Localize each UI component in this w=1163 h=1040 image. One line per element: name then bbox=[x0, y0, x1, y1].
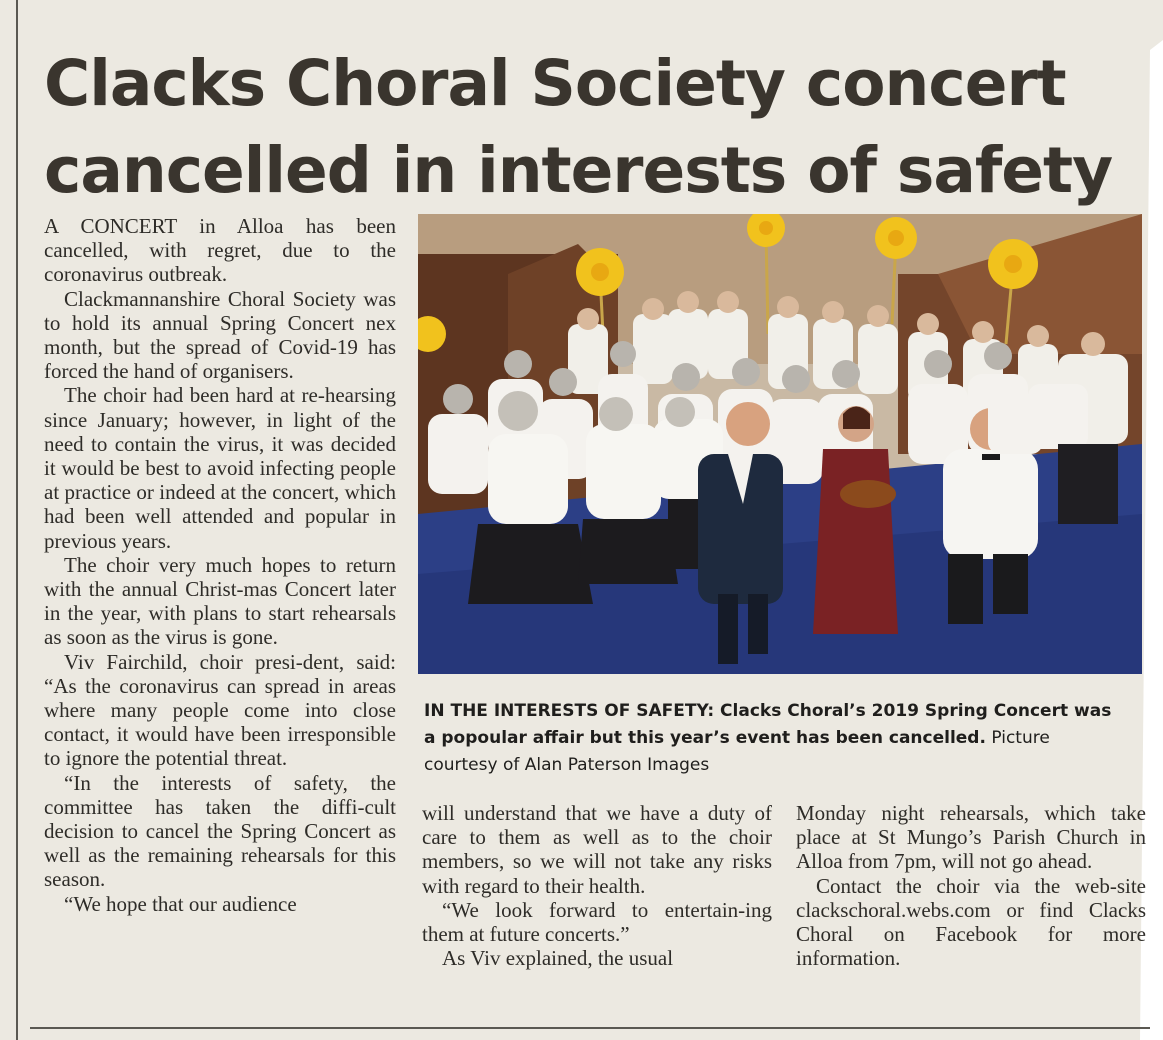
choir-photo bbox=[418, 214, 1142, 674]
photo-credit: Picture courtesy of Alan Paterson Images bbox=[424, 728, 1050, 775]
paragraph: “We hope that our audience bbox=[64, 891, 297, 916]
paragraph: Contact the choir via the web-site clackschoral.webs.com or find Clacks Choral on Facebook for more information. bbox=[796, 873, 1146, 971]
paragraph: Monday night rehearsals, which take place at St Mungo’s Parish Church in Alloa from 7pm, will not go ahead. bbox=[796, 801, 1146, 874]
article-column-1 bbox=[44, 214, 396, 916]
paragraph: “In the interests of safety, the committee has taken the diffi-cult decision to cancel the Spring Concert as well as the remaining rehearsals for this season. bbox=[44, 770, 396, 892]
paragraph: As Viv explained, the usual bbox=[442, 946, 674, 971]
paragraph: A CONCERT in Alloa has been cancelled, with regret, due to the coronavirus outbreak. bbox=[44, 214, 396, 287]
article-column-3 bbox=[796, 801, 1146, 970]
column-rule bbox=[16, 0, 18, 1040]
bottom-rule bbox=[30, 1027, 1150, 1029]
paragraph: The choir had been hard at re-hearsing since January; however, in light of the need to contain the virus, it was decided it would be best to avoid infecting people at practice or indeed at the concert, which had been well attended and popular in previous years. bbox=[44, 383, 396, 553]
paragraph: will understand that we have a duty of care to them as well as to the choir members, so we will not take any risks with regard to their health. bbox=[422, 801, 772, 898]
headline: Clacks Choral Society concert cancelled in interests of safety bbox=[44, 47, 1113, 207]
paragraph: “We look forward to entertain-ing them at future concerts.” bbox=[422, 897, 772, 947]
photo-caption bbox=[424, 698, 1124, 779]
paragraph: The choir very much hopes to return with the annual Christ-mas Concert later in the year, with plans to start rehearsals as soon as the virus is gone. bbox=[44, 552, 396, 650]
paragraph: Viv Fairchild, choir presi-dent, said: “As the coronavirus can spread in areas where many people come into close contact, it would have been irresponsible to ignore the potential threat. bbox=[44, 649, 396, 771]
paragraph: Clackmannanshire Choral Society was to hold its annual Spring Concert nex month, but the spread of Covid-19 has forced the hand of organisers. bbox=[44, 286, 396, 384]
article-column-2 bbox=[422, 801, 772, 970]
caption-headline: IN THE INTERESTS OF SAFETY: Clacks Choral’s 2019 Spring Concert was a popoular affair but this year’s event has been cancelled. bbox=[424, 701, 1112, 748]
